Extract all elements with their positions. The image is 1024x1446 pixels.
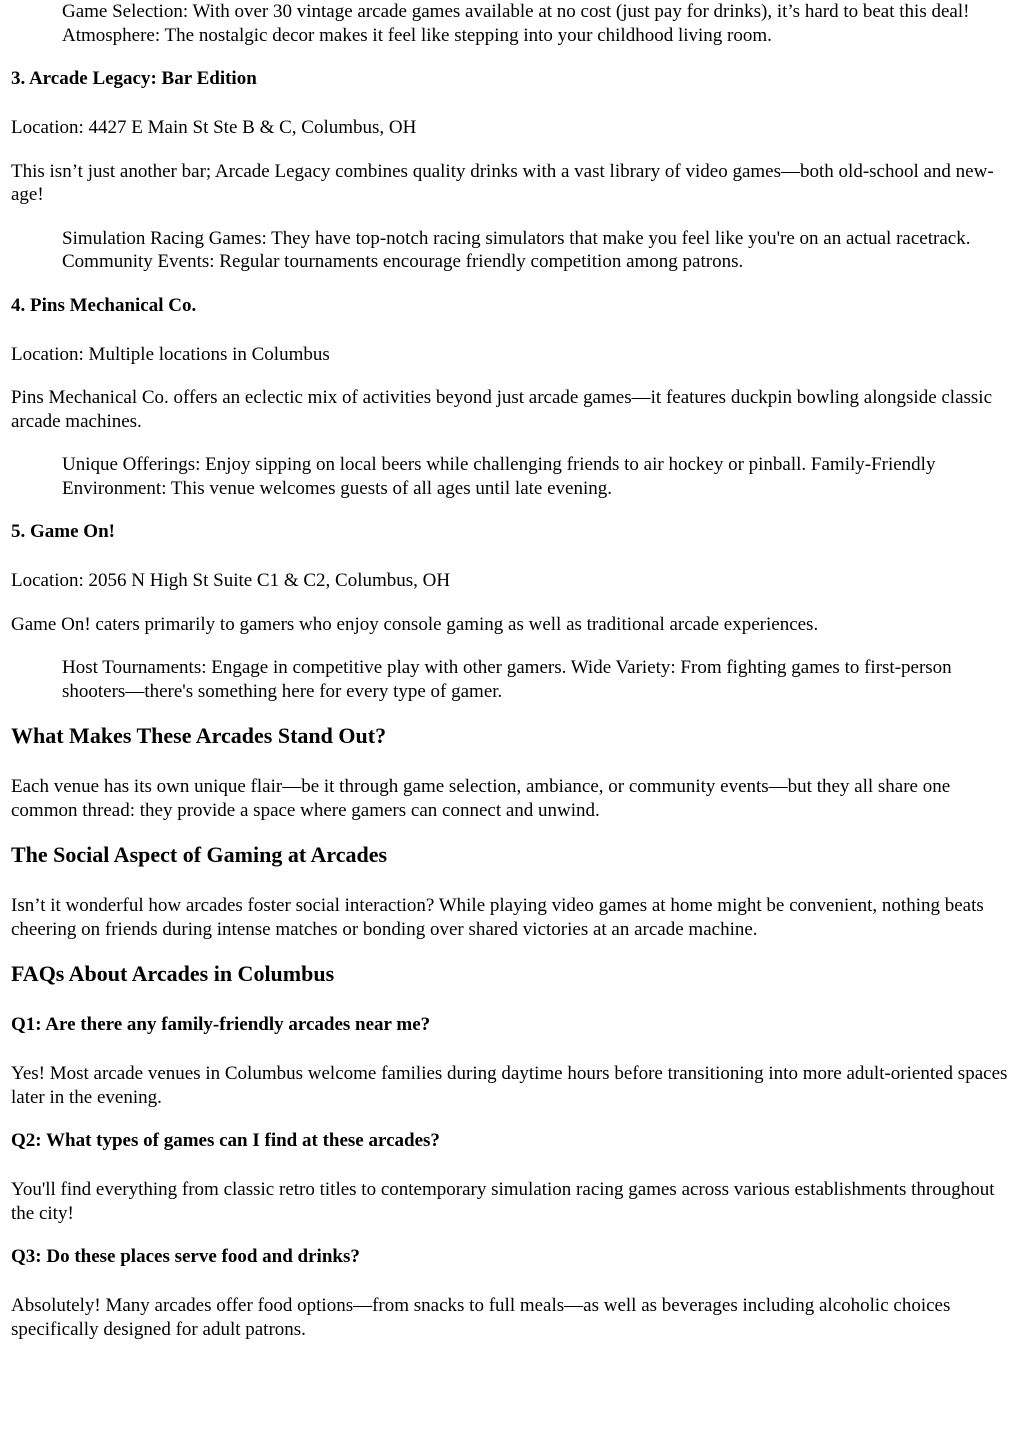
venue-game-on [11,520,1015,703]
venue-location: Location: Multiple locations in Columbus [11,343,330,365]
venue-description: Pins Mechanical Co. offers an eclectic mix of activities beyond just arcade games—it features duckpin bowling alongside classic arcade machines. [11,387,993,432]
faq-section [11,961,1015,1341]
venue-arcade-legacy [11,67,1015,274]
faq-question: Q2: What types of games can I find at these arcades? [11,1130,440,1151]
venue-heading: 5. Game On! [11,521,115,542]
venue-heading: 4. Pins Mechanical Co. [11,294,197,316]
section-body: Each venue has its own unique flair—be it through game selection, ambiance, or community events—but they all share one common thread: they provide a space where gamers can connect and unwind. [11,776,951,821]
venue-pins-mechanical [11,294,1015,501]
section-stand-out [11,723,1015,822]
venue-description: Game On! caters primarily to gamers who enjoy console gaming as well as traditional arcade experiences. [11,613,819,635]
venue-description: This isn’t just another bar; Arcade Legacy combines quality drinks with a vast library of video games—both old-school and new-age! [11,160,994,205]
venue-location: Location: 2056 N High St Suite C1 & C2, Columbus, OH [11,570,451,591]
venue-heading: 3. Arcade Legacy: Bar Edition [11,68,257,89]
faq-question: Q1: Are there any family-friendly arcades near me? [11,1014,431,1035]
faq-answer: Absolutely! Many arcades offer food options—from snacks to full meals—as well as beverages including alcoholic choices specifically designed for adult patrons. [11,1295,951,1340]
section-heading: The Social Aspect of Gaming at Arcades [11,842,388,867]
faq-answer: Yes! Most arcade venues in Columbus welcome families during daytime hours before transitioning into more adult-oriented spaces later in the evening. [11,1063,1008,1108]
faq-answer: You'll find everything from classic retro titles to contemporary simulation racing games across various establishments throughout the city! [11,1179,995,1224]
faq-heading: FAQs About Arcades in Columbus [11,961,335,986]
section-heading: What Makes These Arcades Stand Out? [11,723,387,748]
section-social-aspect [11,842,1015,941]
venue-highlights: Host Tournaments: Engage in competitive play with other gamers. Wide Variety: From fighting games to first-person shooters—there's something here for every type of gamer. [62,657,952,702]
intro-highlights: Game Selection: With over 30 vintage arcade games available at no cost (just pay for drinks), it’s hard to beat this deal! Atmosphere: The nostalgic decor makes it feel like stepping into your childhood living room. [62,1,970,46]
article-content [11,0,1015,1361]
faq-question: Q3: Do these places serve food and drinks? [11,1246,360,1267]
venue-highlights: Simulation Racing Games: They have top-notch racing simulators that make you feel like you're on an actual racetrack. Community Events: Regular tournaments encourage friendly competition among patrons. [62,227,971,272]
section-body: Isn’t it wonderful how arcades foster social interaction? While playing video games at home might be convenient, nothing beats cheering on friends during intense matches or bonding over shared victories at an arcade machine. [11,895,984,940]
venue-location: Location: 4427 E Main St Ste B & C, Columbus, OH [11,117,417,138]
venue-highlights: Unique Offerings: Enjoy sipping on local beers while challenging friends to air hockey or pinball. Family-Friendly Environment: This venue welcomes guests of all ages until late evening. [62,454,936,499]
